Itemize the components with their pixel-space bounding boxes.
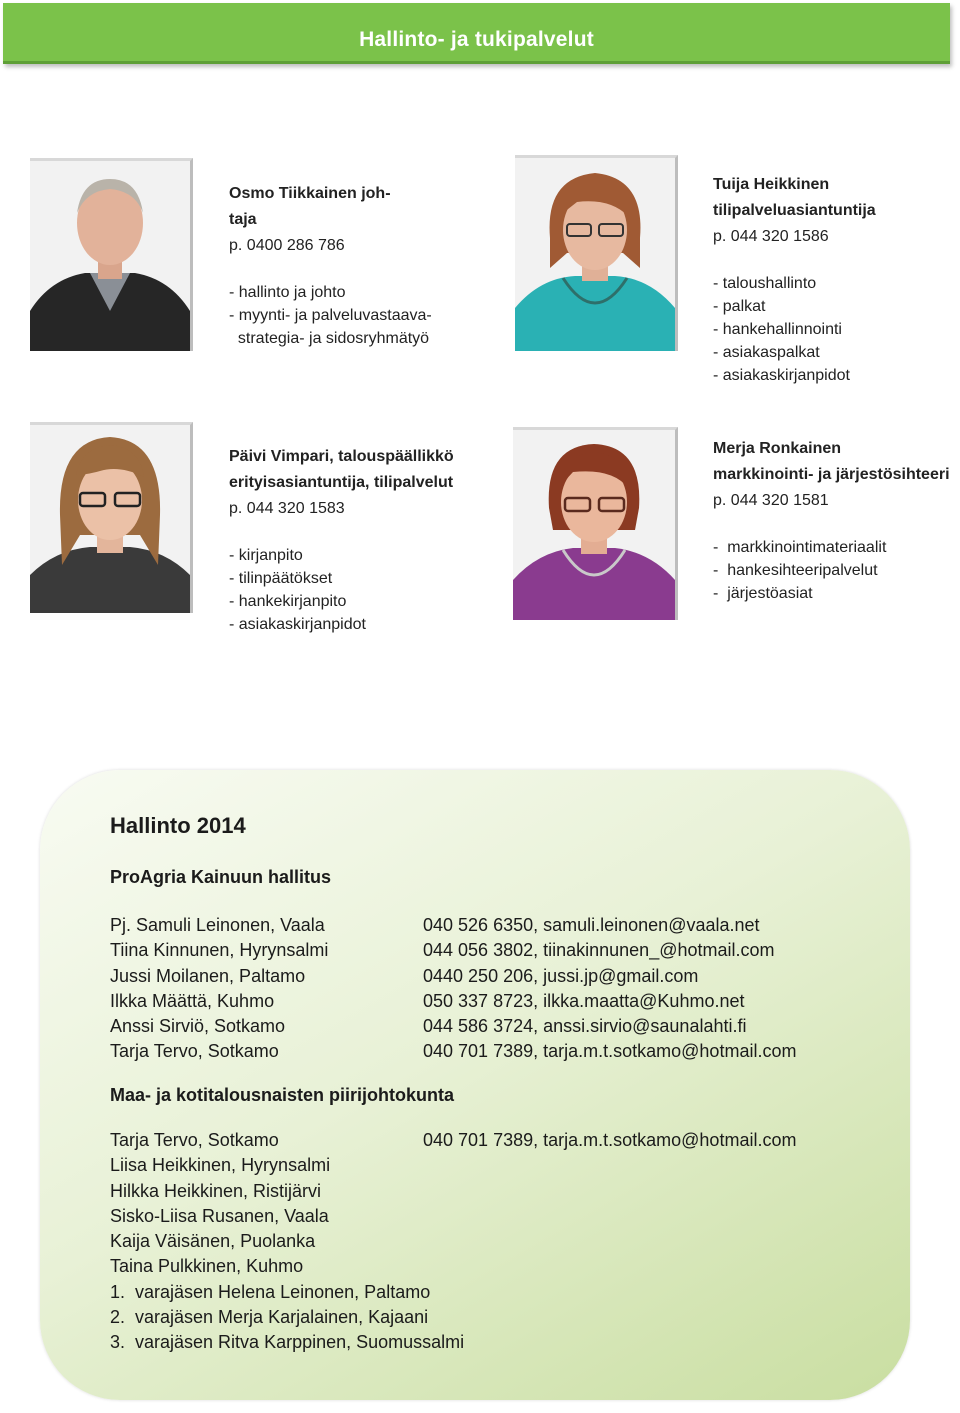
section-title: Maa- ja kotitalousnaisten piirijohtokunta	[110, 1085, 455, 1105]
staff-card-paivi	[229, 444, 454, 636]
duty-item: - järjestöasiat	[713, 585, 813, 602]
page-title: Hallinto- ja tukipalvelut	[359, 28, 594, 51]
list-item	[110, 913, 760, 938]
staff-card-osmo	[229, 181, 432, 350]
staff-photo-tuija	[515, 155, 678, 351]
member-name: 3. varajäsen Ritva Karppinen, Suomussalmi	[110, 1332, 465, 1353]
duty-item: - myynti- ja palveluvastaava-	[229, 307, 432, 324]
member-name: Anssi Sirviö, Sotkamo	[110, 1016, 286, 1037]
duty-list	[713, 272, 876, 387]
duty-list	[229, 281, 432, 350]
staff-card-tuija	[713, 172, 876, 387]
list-item	[110, 1229, 464, 1254]
member-name: Ilkka Määttä, Kuhmo	[110, 990, 275, 1011]
member-name: Kaija Väisänen, Puolanka	[110, 1231, 316, 1252]
section-title: ProAgria Kainuun hallitus	[110, 867, 332, 887]
member-name: 2. varajäsen Merja Karjalainen, Kajaani	[110, 1307, 429, 1328]
staff-phone: p. 044 320 1583	[229, 500, 345, 517]
duty-item: - hankehallinnointi	[713, 321, 842, 338]
staff-card-merja	[713, 436, 950, 605]
list-item	[110, 1153, 464, 1178]
member-name: 1. varajäsen Helena Leinonen, Paltamo	[110, 1281, 431, 1302]
list-item	[110, 1014, 747, 1039]
list-item	[110, 1204, 464, 1229]
list-item	[110, 1039, 797, 1064]
staff-name: Tuija Heikkinen	[713, 176, 830, 193]
duty-item: - asiakaspalkat	[713, 344, 820, 361]
list-item	[110, 964, 699, 989]
member-name: Tarja Tervo, Sotkamo	[110, 1130, 279, 1150]
member-name: Liisa Heikkinen, Hyrynsalmi	[110, 1155, 331, 1176]
duty-item: - asiakaskirjanpidot	[713, 367, 850, 384]
staff-phone: p. 044 320 1581	[713, 492, 829, 509]
duty-item: - asiakaskirjanpidot	[229, 616, 366, 633]
member-name: Tiina Kinnunen, Hyrynsalmi	[110, 940, 329, 961]
staff-title: taja	[229, 211, 257, 228]
staff-title: markkinointi- ja järjestösihteeri	[713, 466, 950, 483]
member-name: Pj. Samuli Leinonen, Vaala	[110, 915, 325, 935]
list-item	[110, 938, 775, 963]
duty-item: - hallinto ja johto	[229, 284, 346, 301]
staff-title: erityisasiantuntija, tilipalvelut	[229, 474, 454, 491]
staff-photo-paivi	[30, 422, 193, 613]
member-contact: 040 701 7389, tarja.m.t.sotkamo@hotmail.com	[423, 1041, 797, 1062]
member-contact: 040 526 6350, samuli.leinonen@vaala.net	[423, 915, 760, 935]
member-contact: 040 701 7389, tarja.m.t.sotkamo@hotmail.com	[423, 1130, 797, 1150]
duty-item: - markkinointimateriaalit	[713, 539, 887, 556]
member-name: Jussi Moilanen, Paltamo	[110, 965, 306, 986]
staff-title: tilipalveluasiantuntija	[713, 202, 876, 219]
member-contact: 0440 250 206, jussi.jp@gmail.com	[423, 965, 699, 986]
list-item	[110, 1179, 464, 1204]
staff-phone: p. 044 320 1586	[713, 228, 829, 245]
member-name: Tarja Tervo, Sotkamo	[110, 1041, 279, 1062]
list-item	[110, 1254, 464, 1279]
duty-list	[229, 544, 454, 636]
staff-photo-merja	[513, 427, 678, 620]
staff-phone: p. 0400 286 786	[229, 237, 345, 254]
list-item	[110, 1330, 464, 1355]
duty-list	[713, 536, 950, 605]
panel-title: Hallinto 2014	[110, 813, 246, 838]
member-contact: 050 337 8723, ilkka.maatta@Kuhmo.net	[423, 990, 745, 1011]
staff-name: Merja Ronkainen	[713, 440, 842, 457]
administration-panel	[40, 770, 910, 1400]
duty-item: - taloushallinto	[713, 275, 817, 292]
list-item	[110, 1128, 797, 1153]
duty-item: strategia- ja sidosryhmätyö	[229, 330, 430, 347]
list-item	[110, 989, 745, 1014]
staff-photo-osmo	[30, 158, 193, 351]
member-contact: 044 586 3724, anssi.sirvio@saunalahti.fi	[423, 1016, 747, 1037]
duty-item: - kirjanpito	[229, 547, 303, 564]
board-member-list	[110, 913, 797, 1065]
member-name: Sisko-Liisa Rusanen, Vaala	[110, 1205, 329, 1226]
board-member-list	[110, 1128, 797, 1356]
duty-item: - tilinpäätökset	[229, 570, 333, 587]
header-banner	[3, 3, 950, 64]
duty-item: - hankekirjanpito	[229, 593, 347, 610]
duty-item: - hankesihteeripalvelut	[713, 562, 878, 579]
staff-name: Osmo Tiikkainen joh-	[229, 185, 391, 202]
member-name: Hilkka Heikkinen, Ristijärvi	[110, 1180, 322, 1201]
member-name: Taina Pulkkinen, Kuhmo	[110, 1256, 304, 1277]
list-item	[110, 1280, 464, 1305]
staff-name: Päivi Vimpari, talouspäällikkö	[229, 448, 454, 465]
member-contact: 044 056 3802, tiinakinnunen_@hotmail.com	[423, 940, 775, 961]
list-item	[110, 1305, 464, 1330]
duty-item: - palkat	[713, 298, 766, 315]
